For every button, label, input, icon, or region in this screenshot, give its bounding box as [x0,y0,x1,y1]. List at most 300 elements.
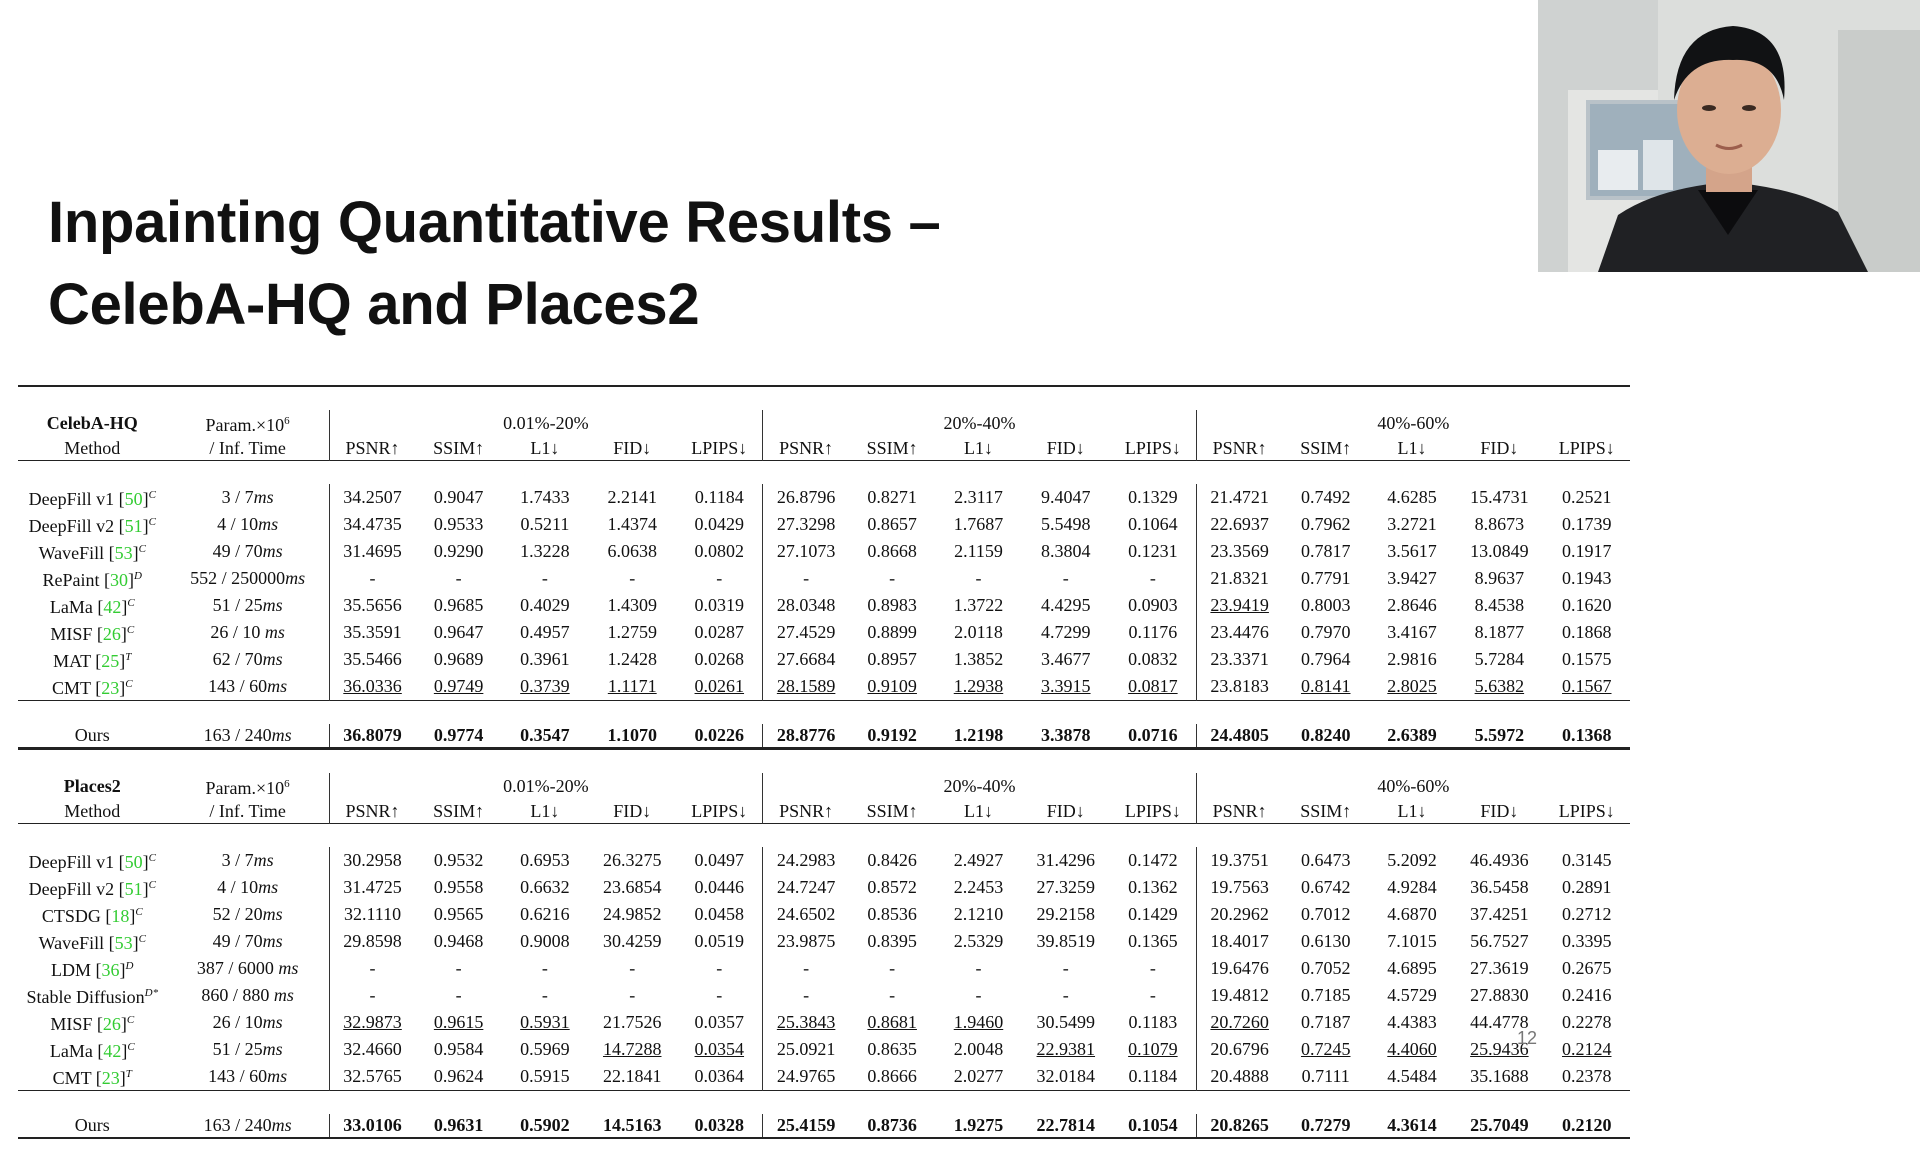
metric-value: 14.7288 [602,1039,662,1059]
metric-value: 32.5765 [329,1063,415,1091]
param-header-exponent: 6 [284,415,290,427]
metric-value: 0.0354 [694,1039,745,1059]
metric-value: 0.0268 [694,649,745,669]
metric-value: 0.8668 [867,541,917,561]
citation-ref: 51 [124,879,143,899]
metric-value: 8.8673 [1474,514,1525,534]
metric-value: 25.9436 [1470,1039,1529,1059]
metric-value: 0.5969 [520,1039,570,1059]
metric-value: 3.4167 [1387,622,1437,642]
metric-value: - [1062,568,1069,588]
method-cell: LaMa $[42]^C$ [49,597,135,617]
metric-value: 2.4927 [953,850,1004,870]
metric-value: 2.8646 [1387,595,1437,615]
metric-header: FID↓ [1480,438,1519,458]
time-unit: ms [285,568,306,588]
metric-value: 24.9765 [763,1063,849,1091]
method-name: WaveFill [38,933,105,953]
metric-header: SSIM↑ [866,438,918,458]
metric-value: 5.5972 [1474,725,1525,745]
metric-value: 0.9749 [433,676,484,696]
metric-value: 22.7814 [1036,1115,1096,1135]
metric-value: 0.7817 [1300,541,1351,561]
metric-value: 22.6937 [1196,511,1282,538]
param-cell [167,565,330,592]
method-cell: WaveFill $[53]^C$ [38,543,146,563]
metric-value: 0.8957 [867,649,917,669]
table-row-ours [18,724,1630,749]
header-row-metrics [18,800,1630,824]
metric-value: 0.2278 [1562,1012,1612,1032]
method-cell: DeepFill v1 $[50]^C$ [28,489,156,509]
method-name: WaveFill [38,543,105,563]
metric-value: - [763,565,849,592]
table-row [18,874,1630,901]
param-cell [167,673,330,701]
metric-value: - [455,958,462,978]
metric-value: 0.2712 [1562,904,1612,924]
method-name: LDM [51,960,92,980]
metric-value: 0.7970 [1300,622,1351,642]
time-unit: ms [262,541,283,561]
metric-value: 0.8536 [867,904,917,924]
param-value: 143 / 60 [208,1066,268,1086]
metric-value: 32.4660 [329,1036,415,1063]
metric-value: 2.0118 [954,622,1003,642]
metric-header: LPIPS↓ [691,801,748,821]
metric-value: 0.1329 [1128,487,1178,507]
metric-value: 23.3371 [1196,646,1282,673]
param-cell [167,901,330,928]
metric-value: 2.1210 [953,904,1004,924]
metric-value: 1.9275 [953,1115,1004,1135]
metric-value: 0.8681 [867,1012,917,1032]
metric-value: 0.1184 [694,487,744,507]
param-value: 552 / 250000 [190,568,286,588]
param-cell [167,724,330,749]
metric-value: 0.9533 [433,514,484,534]
metric-value: 19.6476 [1196,955,1282,982]
metric-value: 0.1567 [1562,676,1612,696]
method-name: CTSDG [41,906,101,926]
metric-value: 0.3395 [1562,931,1612,951]
param-header-text: Param.×10 [205,415,285,435]
citation-ref: 26 [102,624,121,644]
metric-value: 4.7299 [1041,622,1091,642]
metric-header: L1↓ [530,438,560,458]
metric-value: 0.7964 [1300,649,1351,669]
metric-value: 1.3228 [520,541,570,561]
metric-value: 30.5499 [1036,1012,1096,1032]
metric-value: - [763,955,849,982]
metric-header: PSNR↑ [763,800,849,824]
table-row-ours [18,1114,1630,1138]
time-unit: ms [264,622,285,642]
metric-value: 35.3591 [329,619,415,646]
architecture-tag: C [126,1014,135,1026]
metric-value: 23.9419 [1196,592,1282,619]
metric-value: 27.3259 [1036,877,1096,897]
metric-header: LPIPS↓ [1124,438,1181,458]
metric-header: L1↓ [530,801,560,821]
metric-value: 1.4309 [607,595,657,615]
citation-ref: 25 [101,651,120,671]
metric-header: FID↓ [613,438,652,458]
metric-value: 0.1176 [1128,622,1178,642]
param-value: 3 / 7 [221,850,254,870]
metric-value: 8.1877 [1474,622,1525,642]
metric-value: 23.9875 [763,928,849,955]
time-unit: ms [267,1066,288,1086]
architecture-tag: C [126,624,135,636]
metric-value: 0.8983 [867,595,917,615]
metric-value: 1.3852 [953,649,1004,669]
metric-value: 0.8426 [867,850,917,870]
method-cell: CMT $[23]^T$ [52,1068,132,1088]
metric-value: 24.4805 [1196,724,1282,749]
metric-value: 28.1589 [763,673,849,701]
architecture-tag: D [125,960,134,972]
metric-value: 0.0802 [694,541,745,561]
metric-value: 9.4047 [1041,487,1091,507]
citation-ref: 26 [102,1014,121,1034]
metric-value: 0.8395 [867,931,917,951]
architecture-tag: C [148,879,156,891]
method-name: MISF [50,1014,93,1034]
slide-title-line-2: CelebA-HQ and Places2 [48,272,700,337]
param-value: 49 / 70 [212,931,263,951]
metric-value: 34.2507 [329,484,415,511]
metric-value: 20.6796 [1196,1036,1282,1063]
metric-value: 0.0519 [694,931,745,951]
metric-value: - [975,958,982,978]
metric-value: 1.2938 [953,676,1004,696]
metric-value: 0.9558 [433,877,484,897]
mask-range-header: 0.01%-20% [329,410,763,437]
metric-value: 44.4778 [1470,1012,1529,1032]
metric-value: 4.6870 [1387,904,1437,924]
method-header: Method [64,438,121,458]
metric-value: 0.0903 [1128,595,1178,615]
metric-header: LPIPS↓ [1558,438,1615,458]
metric-value: 0.5915 [520,1066,570,1086]
metric-value: 25.7049 [1470,1115,1529,1135]
metric-value: 28.8776 [763,724,849,749]
metric-value: 0.2675 [1562,958,1612,978]
metric-value: 36.5458 [1470,877,1529,897]
method-cell: LaMa $[42]^C$ [49,1041,135,1061]
metric-value: - [1062,958,1069,978]
metric-value: 27.1073 [763,538,849,565]
method-cell: MISF $[26]^C$ [50,624,135,644]
metric-value: 19.4812 [1196,982,1282,1009]
metric-value: 25.4159 [763,1114,849,1138]
param-cell [167,538,330,565]
metric-value: 0.9192 [867,725,917,745]
metric-value: - [541,958,548,978]
metric-value: 0.9615 [433,1012,484,1032]
metric-value: 0.8141 [1300,676,1351,696]
param-cell [167,955,330,982]
method-cell: RePaint $[30]^D$ [42,570,142,590]
method-cell: Ours [74,725,110,745]
metric-value: 4.3614 [1387,1115,1437,1135]
metric-value: 4.4383 [1387,1012,1437,1032]
metric-header: FID↓ [613,801,652,821]
metric-value: 1.7687 [953,514,1004,534]
param-header-exponent: 6 [284,778,290,790]
metric-value: 0.9468 [433,931,484,951]
metric-header: L1↓ [963,801,993,821]
metric-value: 0.2378 [1562,1066,1612,1086]
metric-value: 0.2124 [1562,1039,1612,1059]
metric-value: 24.6502 [763,901,849,928]
param-value: 163 / 240 [203,725,272,745]
metric-header: SSIM↑ [1300,801,1352,821]
metric-value: 2.6389 [1387,725,1437,745]
metric-value: 0.8240 [1300,725,1351,745]
time-unit: ms [262,931,283,951]
param-value: 51 / 25 [212,1039,263,1059]
metric-header: SSIM↑ [1300,438,1352,458]
citation-ref: 30 [110,570,129,590]
mask-range-header: 20%-40% [763,410,1197,437]
metric-value: 31.4296 [1036,850,1096,870]
metric-value: 2.3117 [954,487,1003,507]
metric-value: 4.9284 [1387,877,1437,897]
metric-header: PSNR↑ [763,437,849,461]
citation-ref: 23 [101,678,120,698]
table-row [18,1036,1630,1063]
metric-value: 27.8830 [1470,985,1529,1005]
metric-value: 1.9460 [953,1012,1004,1032]
metric-value: 0.6130 [1300,931,1351,951]
method-cell [18,982,167,1009]
metric-value: 23.6854 [602,877,662,897]
metric-value: 35.1688 [1470,1066,1529,1086]
metric-value: - [1149,568,1156,588]
time-unit: ms [262,904,283,924]
metric-value: 25.0921 [763,1036,849,1063]
metric-value: 33.0106 [329,1114,415,1138]
metric-value: 0.6473 [1300,850,1351,870]
metric-value: 22.9381 [1036,1039,1096,1059]
metric-value: 27.4529 [763,619,849,646]
metric-value: - [629,985,636,1005]
method-cell: DeepFill v2 $[51]^C$ [28,516,156,536]
citation-ref: 42 [103,597,122,617]
metric-value: 1.1070 [607,725,657,745]
param-cell [167,874,330,901]
metric-value: - [455,985,462,1005]
metric-value: 20.7260 [1196,1009,1282,1036]
param-header [167,410,330,437]
metric-value: 23.4476 [1196,619,1282,646]
metric-header: PSNR↑ [1196,800,1282,824]
results-table [18,385,1630,1162]
metric-value: 0.7492 [1300,487,1351,507]
table-row [18,673,1630,701]
metric-header: L1↓ [1397,801,1427,821]
metric-value: 0.9689 [433,649,484,669]
citation-ref: 42 [103,1041,122,1061]
architecture-tag: C [148,516,156,528]
metric-value: 27.3619 [1470,958,1529,978]
method-name: RePaint [42,570,100,590]
metric-value: 1.2428 [607,649,657,669]
method-cell: DeepFill v1 $[50]^C$ [28,852,156,872]
metric-value: 27.3298 [763,511,849,538]
metric-header: LPIPS↓ [691,438,748,458]
param-value: 49 / 70 [212,541,263,561]
mask-range-header: 20%-40% [763,773,1197,800]
metric-value: 5.6382 [1474,676,1525,696]
method-cell: DeepFill v2 $[51]^C$ [28,879,156,899]
metric-value: 24.7247 [763,874,849,901]
metric-value: 0.7052 [1300,958,1351,978]
method-header: Method [64,801,121,821]
metric-value: 0.1620 [1562,595,1612,615]
metric-value: - [629,568,636,588]
metric-value: 4.6285 [1387,487,1437,507]
mask-range-header: 40%-60% [1196,773,1630,800]
metric-value: 0.1362 [1128,877,1178,897]
metric-value: 13.0849 [1470,541,1529,561]
method-name: DeepFill v1 [28,489,115,509]
method-name: DeepFill v2 [28,879,115,899]
metric-value: 0.9532 [433,850,484,870]
metric-value: 0.1575 [1562,649,1612,669]
mask-range-header: 40%-60% [1196,410,1630,437]
slide-title [48,182,940,346]
architecture-tag: D* [144,987,159,999]
metric-value: 0.4029 [520,595,570,615]
metric-value: 2.0048 [953,1039,1004,1059]
metric-value: 19.3751 [1196,847,1282,874]
table-row [18,538,1630,565]
metric-value: 24.9852 [602,904,662,924]
metric-value: 0.9647 [433,622,484,642]
metric-value: 0.0497 [694,850,745,870]
architecture-tag: C [127,1041,135,1053]
metric-value: 0.8003 [1300,595,1351,615]
metric-value: 0.0458 [694,904,745,924]
metric-value: 0.8736 [867,1115,917,1135]
metric-value: - [975,568,982,588]
metric-value: 0.2416 [1562,985,1612,1005]
metric-value: 29.2158 [1036,904,1096,924]
metric-value: 2.0277 [953,1066,1004,1086]
method-cell: LDM $[36]^D$ [51,960,134,980]
metric-value: 0.7245 [1300,1039,1351,1059]
metric-value: 21.8321 [1196,565,1282,592]
metric-value: 3.4677 [1041,649,1091,669]
metric-value: - [455,568,462,588]
method-cell: WaveFill $[53]^C$ [38,933,146,953]
metric-header: PSNR↑ [1196,437,1282,461]
metric-value: 0.9047 [433,487,484,507]
metric-value: 0.0364 [694,1066,745,1086]
metric-value: 4.4295 [1041,595,1091,615]
metric-value: 2.2453 [953,877,1004,897]
metric-value: - [1149,985,1156,1005]
metric-value: 0.7185 [1300,985,1351,1005]
metric-header: SSIM↑ [433,801,485,821]
metric-value: 0.9774 [433,725,484,745]
dataset-name: CelebA-HQ [46,413,138,433]
header-row-ranges [18,773,1630,800]
table-row [18,847,1630,874]
table-row [18,511,1630,538]
metric-value: 35.5656 [329,592,415,619]
metric-value: 0.6632 [520,877,570,897]
metric-value: 0.7187 [1300,1012,1351,1032]
method-name: LaMa [49,1041,93,1061]
metric-value: 1.1171 [607,676,657,696]
metric-value: 2.8025 [1387,676,1437,696]
metric-value: 4.6895 [1387,958,1437,978]
metric-value: 0.0832 [1128,649,1178,669]
metric-value: 3.9427 [1387,568,1437,588]
metric-value: 0.0357 [694,1012,745,1032]
metric-value: 26.3275 [602,850,662,870]
metric-value: 0.1368 [1562,725,1612,745]
metric-value: - [716,985,723,1005]
metric-value: 0.4957 [520,622,570,642]
metric-value: - [329,982,415,1009]
metric-value: 0.5902 [520,1115,570,1135]
metric-value: 3.2721 [1387,514,1437,534]
table-row [18,565,1630,592]
metric-value: 0.8899 [867,622,917,642]
metric-value: 0.7012 [1300,904,1351,924]
metric-value: 0.9008 [520,931,570,951]
table-row [18,484,1630,511]
metric-value: 2.5329 [953,931,1004,951]
metric-value: 23.3569 [1196,538,1282,565]
metric-value: 0.8271 [867,487,917,507]
param-value: 26 / 10 [212,1012,263,1032]
param-value: 387 / 6000 [196,958,279,978]
metric-value: 2.9816 [1387,649,1437,669]
method-name: LaMa [49,597,93,617]
metric-value: 0.5211 [520,514,570,534]
page-number: 12 [1517,1028,1538,1048]
metric-value: 3.5617 [1387,541,1437,561]
metric-value: 0.0319 [694,595,745,615]
metric-header: L1↓ [963,438,993,458]
metric-value: 32.0184 [1036,1066,1096,1086]
metric-header: FID↓ [1046,438,1085,458]
metric-value: 22.1841 [602,1066,662,1086]
metric-value: 0.3145 [1562,850,1612,870]
metric-header: PSNR↑ [329,437,415,461]
metric-value: 15.4731 [1470,487,1529,507]
metric-value: 0.1183 [1128,1012,1178,1032]
mask-range-header: 0.01%-20% [329,773,763,800]
metric-value: 0.6742 [1300,877,1351,897]
metric-value: 0.3739 [520,676,570,696]
metric-value: 0.0226 [694,725,745,745]
metric-value: 32.1110 [329,901,415,928]
metric-value: 14.5163 [602,1115,662,1135]
param-value: 4 / 10 [217,877,259,897]
time-unit: ms [258,514,279,534]
metric-value: 0.0716 [1128,725,1178,745]
metric-value: 31.4725 [329,874,415,901]
time-unit: ms [262,1012,283,1032]
metric-value: 0.0328 [694,1115,745,1135]
